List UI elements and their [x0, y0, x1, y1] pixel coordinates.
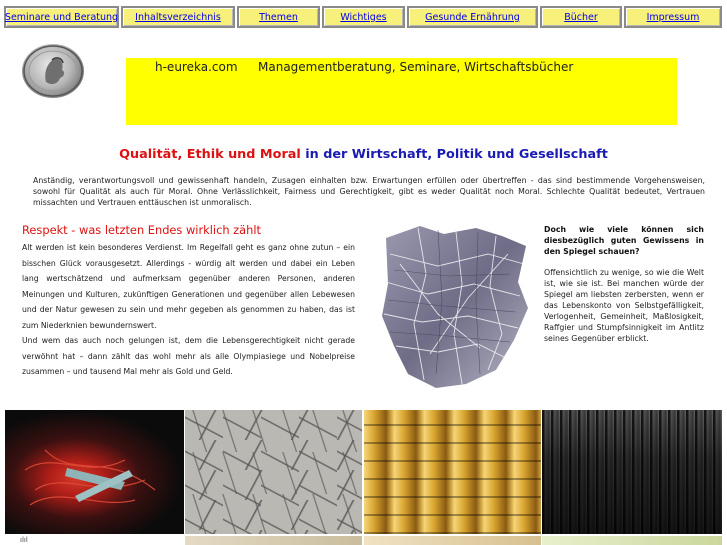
nav-link-gesunde-ernaehrung[interactable]: Gesunde Ernährung: [425, 11, 520, 23]
nav-item-inhaltsverzeichnis[interactable]: [121, 6, 235, 28]
bottom-strip-2: [185, 536, 362, 545]
nav-item-gesunde-ernaehrung[interactable]: [407, 6, 538, 28]
nav-item-seminare[interactable]: [4, 6, 119, 28]
headline-blue-part: in der Wirtschaft, Politik und Gesellschaft: [300, 147, 608, 162]
bottom-strip-3: [364, 536, 541, 545]
nav-link-inhaltsverzeichnis[interactable]: Inhaltsverzeichnis: [135, 11, 221, 23]
nav-item-buecher[interactable]: [540, 6, 622, 28]
respekt-paragraph-1: Alt werden ist kein besonderes Verdienst. Im Regelfall geht es ganz ohne zutun – ein bisschen Glück vorausgesetzt. Allerdings - würdig alt werden und dabei ein Leben lang wertschätzend und aufmerksam gegenüber anderen Personen, anderen Meinungen und Kulturen, zukünftigen Generationen und gegenüber allen Lebewesen und der Natur gewesen zu sein und mehr gegeben als genommen zu haben, das ist zum Niederknien bewundernswert.: [22, 243, 355, 330]
page-headline: [0, 147, 727, 162]
bottom-strip-1: [5, 536, 184, 545]
coin-logo: [22, 44, 84, 98]
intro-paragraph: Anständig, verantwortungsvoll und gewissenhaft handeln, Zusagen einhalten bzw. Erwartungen erfüllen oder übertreffen - das sind bestimmende Vorgehensweisen, sowohl für Qualität als auch für Moral. Ohne Verlässlichkeit, Fairness und Gerechtigkeit, gibt es weder Qualität noch Moral. Schlechte Qualität bedeutet, Vertrauen missachten und Vertrauen enttäuschen ist unmoralisch.: [33, 176, 705, 207]
nav-item-impressum[interactable]: [624, 6, 722, 28]
headline-red-part: Qualität, Ethik und Moral: [119, 147, 301, 162]
mirror-question: Doch wie viele können sich diesbezüglich guten Gewissens in den Spiegel schauen?: [544, 225, 704, 256]
respekt-heading: Respekt - was letzten Endes wirklich zählt: [22, 223, 261, 237]
respekt-paragraph-2: Und wem das auch noch gelungen ist, dem die Lebensgerechtigkeit nicht gerade verwöhnt hat – dann zählt das wohl mehr als alle Olympiasiege und Nobelpreise zusammen – und tausend Mal mehr als Gold und Geld.: [22, 336, 355, 376]
nav-item-wichtiges[interactable]: [322, 6, 405, 28]
nav-link-impressum[interactable]: Impressum: [646, 11, 700, 23]
site-tagline: Managementberatung, Seminare, Wirtschaftsbücher: [258, 60, 574, 74]
nav-link-seminare[interactable]: Seminare und Beratung: [4, 11, 119, 23]
top-navigation: [4, 6, 722, 28]
caption-fragment: ılıl: [20, 536, 28, 544]
nav-link-wichtiges[interactable]: Wichtiges: [340, 11, 387, 23]
mirror-text: Offensichtlich zu wenige, so wie die Welt ist, wie sie ist. Bei manchen würde der Spiegel am liebsten zerbersten, wenn er das Lebenskonto von Selbstgefälligkeit, Verlogenheit, Gemeinheit, Maßlosigkeit, Raffgier und Stumpfsinnigkeit im Antlitz seines Gegenüber erblickt.: [544, 268, 704, 343]
nav-link-buecher[interactable]: Bücher: [564, 11, 598, 23]
respekt-body: [22, 240, 355, 380]
site-name: h-eureka.com: [155, 60, 238, 74]
shack-photo: [542, 410, 722, 534]
nav-link-themen[interactable]: Themen: [259, 11, 298, 23]
shattered-mirror-image: [378, 224, 530, 391]
cracked-soil-photo: [185, 410, 362, 534]
nav-item-themen[interactable]: [237, 6, 320, 28]
red-threads-photo: [5, 410, 184, 534]
bottom-strip-4: [542, 536, 722, 545]
gold-bars-photo: [364, 410, 541, 534]
